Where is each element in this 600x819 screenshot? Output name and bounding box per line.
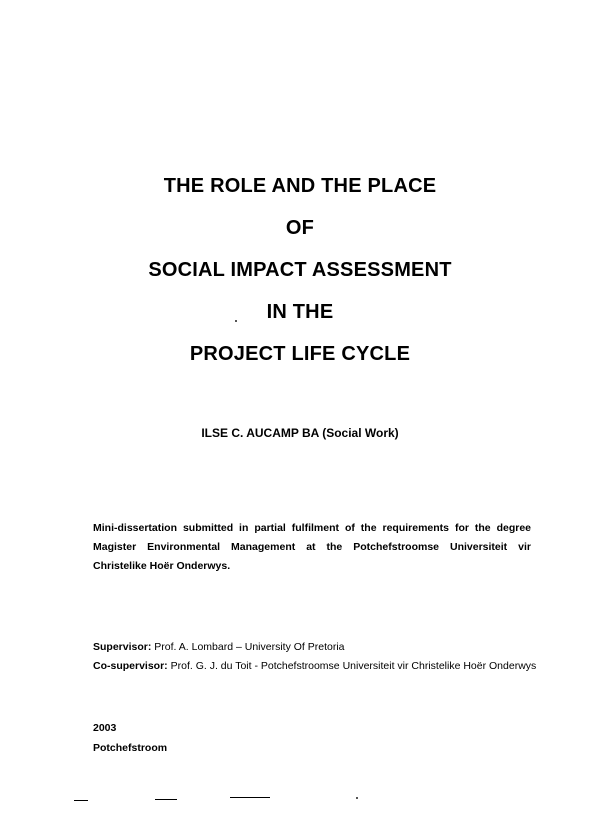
submission-statement: Mini-dissertation submitted in partial fulfilment of the requirements for the degree Magister Environmental Management at the Potchefstroomse Universiteit vir Christelike Hoër Onderwys. [93, 522, 531, 572]
scan-speck [235, 320, 237, 322]
co-supervisor-label: Co-supervisor: [93, 660, 168, 672]
scan-mark [155, 799, 177, 800]
title-line-5: PROJECT LIFE CYCLE [189, 343, 411, 365]
co-supervisor-text: Prof. G. J. du Toit - Potchefstroomse Universiteit vir Christelike Hoër Onderwys [167, 660, 537, 672]
thesis-title [0, 170, 600, 380]
author-line: ILSE C. AUCAMP BA (Social Work) [201, 426, 399, 440]
title-line-4: IN THE [266, 301, 334, 323]
supervisors-block [93, 638, 538, 676]
scan-mark [356, 797, 358, 799]
co-supervisor-line [93, 657, 538, 676]
supervisor-label: Supervisor: [93, 641, 152, 653]
date-place-block [93, 718, 167, 758]
title-line-3: SOCIAL IMPACT ASSESSMENT [148, 259, 452, 281]
supervisor-line [93, 638, 538, 657]
place: Potchefstroom [93, 742, 168, 754]
title-line-1: THE ROLE AND THE PLACE [163, 175, 437, 197]
scan-mark [74, 800, 88, 801]
year: 2003 [93, 722, 117, 734]
supervisor-text: Prof. A. Lombard – University Of Pretoria [151, 641, 345, 653]
title-line-2: OF [285, 217, 315, 239]
scan-mark [230, 797, 270, 798]
